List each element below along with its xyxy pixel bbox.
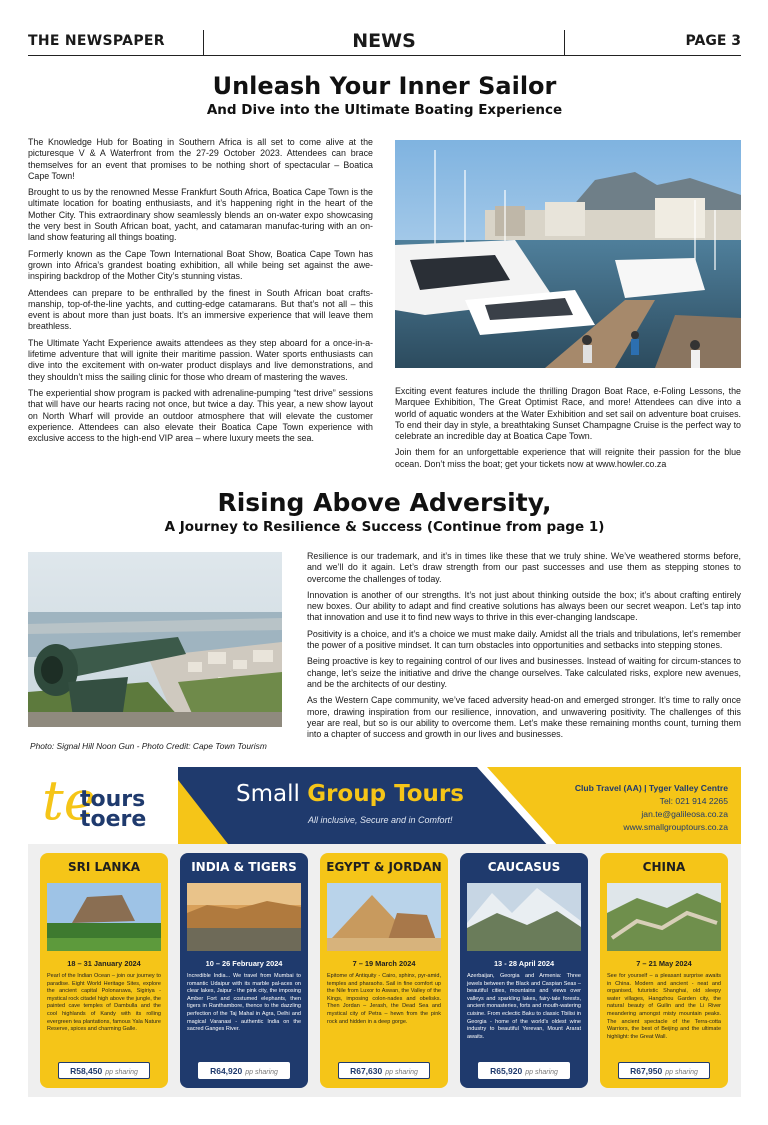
tour-card-description: Epitome of Antiquity - Cairo, sphinx, pyr-amid, temples and pharaohs. Sail in fine comfort up the Nile from Luxor to Aswan, the Valley of the Kings, imposing colon-nades and obelisks. Then Jordan – Jerash, the Dead Sea and mystical city of Petra – hewn from the pink rock and hidden in a deep gorge. xyxy=(327,973,441,1025)
article2-paragraph: Resilience is our trademark, and it’s in times like these that we truly shine. We’ve weathered storms before, and we’ll do it again. Let’s draw strength from our past successes and use them as stepping stones to overcome the challenges of today. xyxy=(307,551,741,584)
tour-card-china xyxy=(600,853,728,1088)
tour-card-image xyxy=(327,883,441,951)
logo-toere-text: toere xyxy=(80,807,147,832)
tour-card-dates: 7 – 19 March 2024 xyxy=(352,959,416,968)
tour-card-price-suffix: pp sharing xyxy=(245,1069,278,1076)
tours-toere-logo xyxy=(28,767,178,844)
tour-card-price-value: R64,920 xyxy=(210,1066,243,1076)
article2-column xyxy=(307,551,741,745)
logo-mark: te xyxy=(42,769,96,832)
tour-card-price xyxy=(338,1062,430,1079)
tour-card-price xyxy=(618,1062,710,1079)
article2-paragraph: Positivity is a choice, and it’s a choice we must make daily. Amidst all the trials and tribulations, let’s remember the power of a positive mindset. It can turn obstacles into opportunities and setbacks into stepping stones. xyxy=(307,628,741,651)
tours-advertisement xyxy=(28,767,741,1097)
section-name: NEWS xyxy=(203,30,565,56)
ad-title-bold: Group Tours xyxy=(307,781,464,807)
tour-card-dates: 13 - 28 April 2024 xyxy=(493,959,555,968)
page-number: PAGE 3 xyxy=(685,33,741,49)
article2-title: Rising Above Adversity, xyxy=(217,488,552,517)
article1-paragraph: Exciting event features include the thrilling Dragon Boat Race, e-Foling Lessons, the Marquee Exhibition, The Great Optimist Race, and more! Attendees can dive into a world of aquatic wonders at the Water Exhibition and set sail on adventure boat cruises. To end their day in style, a breathtaking Sunset Champagne Cruise is the perfect way to celebrate an incredible day at Boatica Cape Town. xyxy=(395,386,741,442)
article1-paragraph: Formerly known as the Cape Town International Boat Show, Boatica Cape Town has grown into Africa’s grandest boating exhibition, all while being set against the awe-inspiring backdrop of the Mother City’s stunning vistas. xyxy=(28,248,373,282)
article1-subtitle: And Dive into the Ultimate Boating Experience xyxy=(206,102,563,118)
tour-card-price xyxy=(58,1062,150,1079)
tour-card-sri-lanka xyxy=(40,853,168,1088)
tour-card-dates: 7 – 21 May 2024 xyxy=(636,959,692,968)
article2-paragraph: Being proactive is key to regaining control of our lives and businesses. Instead of waiting for circum-stances to change, let’s seize the initiative and drive the change ourselves. Take calculated risks, explore new avenues, and be the architects of our destiny. xyxy=(307,656,741,689)
tour-card-dates: 10 – 26 February 2024 xyxy=(205,959,283,968)
tour-card-price-suffix: pp sharing xyxy=(525,1069,558,1076)
ad-tagline: All inclusive, Secure and in Comfort! xyxy=(308,815,453,825)
tour-card-egypt-jordan xyxy=(320,853,448,1088)
tour-card-title: CAUCASUS xyxy=(487,860,561,874)
tour-card-title: CHINA xyxy=(642,860,686,874)
article1-title: Unleash Your Inner Sailor xyxy=(212,72,557,100)
tour-card-caucasus xyxy=(460,853,588,1088)
tour-card-price-suffix: pp sharing xyxy=(105,1069,138,1076)
ad-title xyxy=(236,781,464,807)
tour-card-price-value: R67,950 xyxy=(630,1066,663,1076)
tour-card-description: See for yourself – a pleasant surprise awaits in China. Modern and ancient - neat and organised, futuristic Shanghai, old sleepy water villages, Hangzhou Garden city, the natural beauty of Guilin and the Li River meandering amongst misty mountain peaks. The ancient spectacle of the Terra-cotta Warriors, the best of Beijing and the ultimate highlight: the Great Wall. xyxy=(607,973,721,1040)
tour-card-image xyxy=(187,883,301,951)
ad-contact-web[interactable]: www.smallgrouptours.co.za xyxy=(623,822,728,832)
tour-card-description: Incredible India... We travel from Mumbai to romantic Udaipur with its marble pal-aces on clear lakes, Jaipur - the pink city, the imposing Amber Fort and costumed elephants, then tigers in Ranthambore, thence to the dazzling perfection of the Taj Mahal in Agra, Delhi and magical Varanasi - authentic India on the sacred Ganges River. xyxy=(187,973,301,1033)
tour-card-price-suffix: pp sharing xyxy=(385,1069,418,1076)
tour-card-image xyxy=(47,883,161,951)
tour-card-price xyxy=(198,1062,290,1079)
article1-right-column xyxy=(395,386,741,475)
publication-name: THE NEWSPAPER xyxy=(28,33,165,49)
article1-paragraph: Brought to us by the renowned Messe Frankfurt South Africa, Boatica Cape Town is the ultimate location for boating enthusiasts, and it’s happening right in the heart of the Mother City. This extraordinary show seamlessly blends an on-water expo showcasing the very best in South African boat, yacht, and catamaran manufac-turing with an on-land show featuring all things boating. xyxy=(28,187,373,243)
tour-card-title: EGYPT & JORDAN xyxy=(326,860,442,874)
ad-contact-tel: Tel: 021 914 2265 xyxy=(659,796,728,806)
ad-contact-agency: Club Travel (AA) | Tyger Valley Centre xyxy=(574,783,728,793)
tour-card-description: Azerbaijan, Georgia and Armenia: Three jewels between the Black and Caspian Seas – beautiful cities, mountains and views over valleys and sparkling lakes, fairy-tale forests, ancient monasteries, forts and mouth-watering cuisine. From eclectic Baku to classic Tbilisi in Georgia - home of the world’s oldest wine industry to beautiful Yerevan, Mount Ararat awaits. xyxy=(467,973,581,1040)
tour-card-image xyxy=(467,883,581,951)
article1-paragraph: The experiential show program is packed with adrenaline-pumping “test drive” sessions that will have our hearts racing not once, but twice a day. This year, a new show layout on North Wharf will provide an outdoor atmosphere that will elevate the customer experience. Attendees can also elevate their Boatica Cape Town experience with exclusive access to the high-end VIP area – where luxury meets the sea. xyxy=(28,387,373,444)
tour-card-price-value: R58,450 xyxy=(70,1066,103,1076)
logo-tours-text: tours xyxy=(80,787,146,812)
tour-card-price xyxy=(478,1062,570,1079)
tour-card-price-suffix: pp sharing xyxy=(665,1069,698,1076)
article1-left-column xyxy=(28,137,373,449)
article1-paragraph: The Ultimate Yacht Experience awaits attendees as they step aboard for a once-in-a-lifetime adventure that will ignite their maritime passion. Water sports enthusiasts can dive into the excitement with on-water product displays and live demonstrations, and they shouldn’t miss the sailing clinic for those who dream of mastering the waves. xyxy=(28,337,373,382)
noon-gun-photo xyxy=(28,552,282,727)
tour-card-dates: 18 – 31 January 2024 xyxy=(67,959,141,968)
tour-card-india-tigers xyxy=(180,853,308,1088)
tour-card-price-value: R67,630 xyxy=(350,1066,383,1076)
masthead xyxy=(28,26,741,56)
tour-card-title: INDIA & TIGERS xyxy=(191,860,297,874)
article2-subtitle: A Journey to Resilience & Success (Continue from page 1) xyxy=(164,519,605,535)
photo-caption: Photo: Signal Hill Noon Gun - Photo Credit: Cape Town Tourism xyxy=(30,741,267,751)
article1-paragraph: The Knowledge Hub for Boating in Southern Africa is all set to come alive at the picturesque V & A Waterfront from the 27-29 October 2023. Attendees can brace themselves for an event that promises to be nothing short of spectacular – Boatica Cape Town! xyxy=(28,137,373,181)
article1-paragraph: Attendees can prepare to be enthralled by the finest in South African boat crafts-manship, top-of-the-line yachts, and cutting-edge catamarans. But that’s not all – this event is about more than just boats. It’s an immersive experience that will leave them breathless. xyxy=(28,287,373,332)
ad-contact-block xyxy=(575,782,728,834)
ad-contact-email[interactable]: jan.te@galileosa.co.za xyxy=(641,809,728,819)
article2-paragraph: Innovation is another of our strengths. It’s not just about thinking outside the box; it’s about crafting entirely new boxes. Our ability to adapt and find creative solutions has always been our secret weapon. Let’s tap into that innovation and use it to find new ways to thrive in this ever-changing landscape. xyxy=(307,589,741,623)
tour-card-description: Pearl of the Indian Ocean – join our journey to paradise. Eight World Heritage Sites, explore the ancient capital Polonaruwa, Sigiriya - mystical rock citadel high above the jungle, the painted cave temples of Dambulla and the cool highlands of Kandy with its rolling evergreen tea plantations, famous Yala Nature Reserve, spices and charming Galle. xyxy=(47,973,161,1033)
article1-paragraph: Join them for an unforgettable experience that will reignite their passion for the blue ocean. Don’t miss the boat; get your tickets now at www.howler.co.za xyxy=(395,447,741,469)
article2-paragraph: As the Western Cape community, we’ve faced adversity head-on and emerged stronger. It’s time to rally once more, drawing inspiration from our resilience, innovation, and unwavering positivity. The challenges of this year are real, but so is our ability to overcome them. Let’s make these remaining months count, turning them into a chapter of success and growth in our lives and businesses. xyxy=(307,695,741,740)
marina-photo xyxy=(395,140,741,368)
tour-card-image xyxy=(607,883,721,951)
tour-card-price-value: R65,920 xyxy=(490,1066,523,1076)
tour-card-title: SRI LANKA xyxy=(67,860,141,874)
ad-title-plain: Small xyxy=(236,781,308,807)
